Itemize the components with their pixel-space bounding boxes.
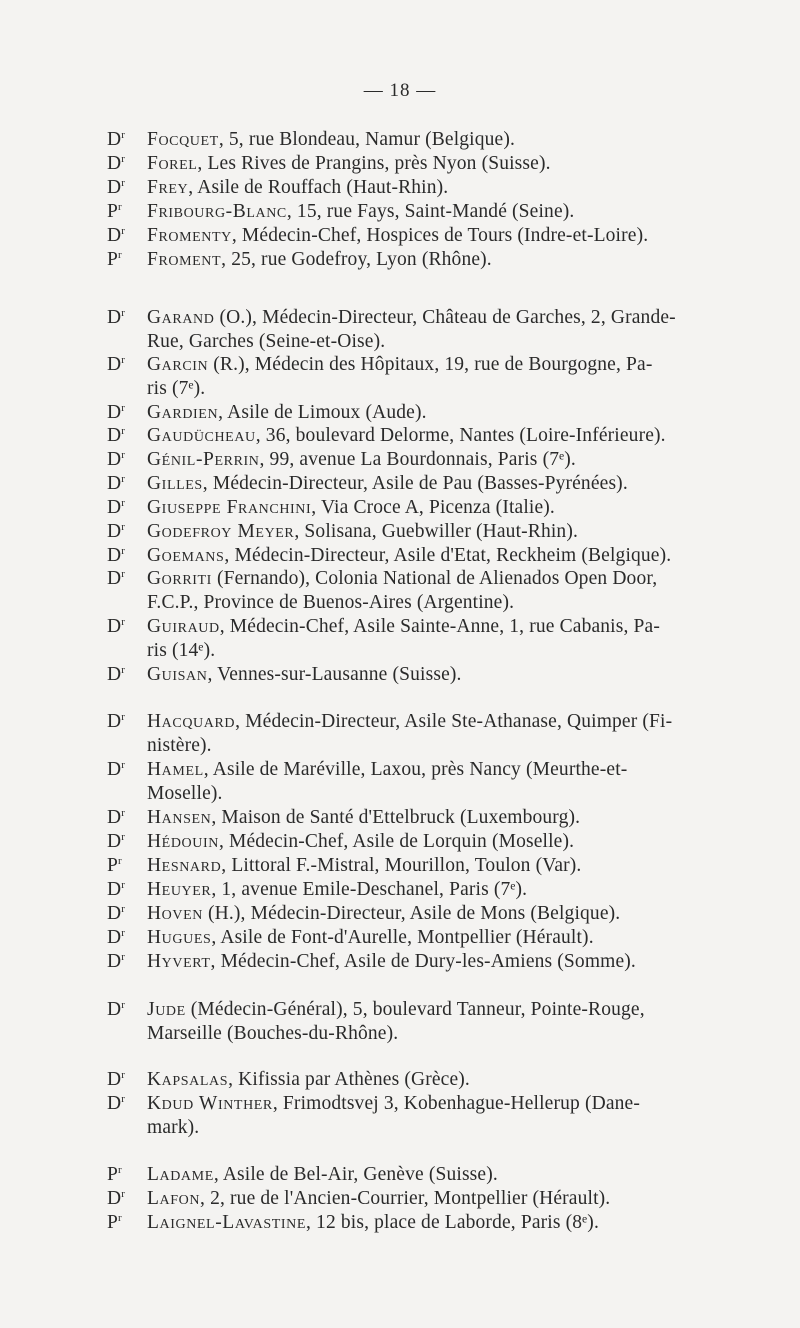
directory-entry [107, 659, 747, 687]
entry-continuation: ris (7ᵉ). [147, 377, 206, 399]
page-number: — 18 — [363, 80, 437, 101]
entry-title: $D^r$ [107, 521, 126, 542]
directory-entry [107, 1088, 747, 1139]
entry-title: $D^r$ [107, 153, 126, 174]
entry-title: $D^r$ [107, 177, 126, 198]
entry-title: $D^r$ [107, 807, 126, 828]
entry-address: (Médecin-Général), 5, boulevard Tanneur, Pointe-Rouge, [185, 999, 645, 1020]
entry-name: Lafon [147, 1188, 201, 1209]
entry-title: $D^r$ [107, 307, 126, 328]
entry-title: $D^r$ [107, 879, 126, 900]
entry-name: Kdud Winther [147, 1093, 273, 1114]
entry-name: Fromenty [147, 225, 232, 246]
entry-address: , Via Croce A, Picenza (Italie). [311, 497, 555, 518]
directory-entry [107, 302, 747, 353]
entry-address: , Médecin-Directeur, Asile de Pau (Basses-Pyrénées). [202, 473, 628, 494]
entry-address: , Médecin-Chef, Asile Sainte-Anne, 1, rue Cabanis, Pa- [219, 616, 660, 637]
entry-name: Laignel-Lavastine [147, 1212, 306, 1233]
entry-address: , Littoral F.-Mistral, Mourillon, Toulon (Var). [221, 855, 582, 876]
entry-title: $D^r$ [107, 1188, 126, 1209]
entry-continuation: ris (14ᵉ). [147, 639, 216, 661]
entry-name: Godefroy Meyer [147, 521, 295, 542]
entry-name: Froment [147, 249, 222, 270]
entry-name: Heuyer [147, 879, 212, 900]
entry-name: Forel [147, 153, 198, 174]
entry-first-line [107, 611, 747, 639]
entry-name: Hamel [147, 759, 204, 780]
entry-address: , 12 bis, place de Laborde, Paris (8ᵉ). [306, 1212, 599, 1233]
entry-name: Gaudücheau [147, 425, 256, 446]
entry-continuation: F.C.P., Province de Buenos-Aires (Argentine). [147, 591, 515, 613]
entry-title: $P^r$ [107, 201, 122, 222]
entry-address: , Asile de Font-d'Aurelle, Montpellier (Hérault). [211, 927, 594, 948]
entry-name: Garcin [147, 354, 209, 375]
entry-title: $P^r$ [107, 1164, 122, 1185]
directory-entry [107, 706, 747, 757]
entry-continuation: nistère). [147, 734, 212, 756]
entry-name: Hédouin [147, 831, 219, 852]
entry-first-line [107, 563, 747, 591]
entry-address: , Asile de Bel-Air, Genève (Suisse). [213, 1164, 498, 1185]
entry-title: $P^r$ [107, 855, 122, 876]
entry-title: $D^r$ [107, 568, 126, 589]
entry-title: $D^r$ [107, 664, 126, 685]
entry-address: , Asile de Limoux (Aude). [218, 402, 427, 423]
entry-address: , 2, rue de l'Ancien-Courrier, Montpellier (Hérault). [200, 1188, 611, 1209]
entry-title: $P^r$ [107, 1212, 122, 1233]
entry-address: , 25, rue Godefroy, Lyon (Rhône). [221, 249, 492, 270]
entry-title: $D^r$ [107, 927, 126, 948]
entry-address: , 36, boulevard Delorme, Nantes (Loire-Inférieure). [255, 425, 666, 446]
entry-address: , Médecin-Directeur, Asile Ste-Athanase, Quimper (Fi- [235, 711, 673, 732]
entry-name: Hoven [147, 903, 203, 924]
entry-title: $D^r$ [107, 545, 126, 566]
entry-name: Gilles [147, 473, 203, 494]
directory-entry [107, 563, 747, 614]
entry-title: $D^r$ [107, 999, 126, 1020]
entry-title: $D^r$ [107, 497, 126, 518]
directory-entry [107, 244, 747, 272]
entry-title: $P^r$ [107, 249, 122, 270]
entry-first-line [107, 994, 747, 1022]
entry-first-line [107, 659, 747, 687]
entry-first-line [107, 946, 747, 974]
entry-address: (Fernando), Colonia National de Alienados Open Door, [211, 568, 658, 589]
entry-name: Hacquard [147, 711, 236, 732]
entry-title: $D^r$ [107, 616, 126, 637]
entry-first-line [107, 754, 747, 782]
entry-address: , Frimodtsvej 3, Kobenhague-Hellerup (Dane- [272, 1093, 640, 1114]
entry-address: , Solisana, Guebwiller (Haut-Rhin). [294, 521, 578, 542]
entry-first-line [107, 1088, 747, 1116]
entry-address: , Maison de Santé d'Ettelbruck (Luxembourg). [211, 807, 581, 828]
entry-name: Hyvert [147, 951, 211, 972]
directory-entry [107, 1207, 747, 1235]
entry-title: $D^r$ [107, 225, 126, 246]
entry-name: Hansen [147, 807, 212, 828]
entry-address: , Médecin-Chef, Hospices de Tours (Indre-et-Loire). [231, 225, 649, 246]
entry-address: , 15, rue Fays, Saint-Mandé (Seine). [286, 201, 575, 222]
entry-address: , 99, avenue La Bourdonnais, Paris (7ᵉ). [259, 449, 576, 470]
entry-title: $D^r$ [107, 1069, 126, 1090]
entry-name: Giuseppe Franchini [147, 497, 312, 518]
entry-address: , Vennes-sur-Lausanne (Suisse). [207, 664, 462, 685]
entry-title: $D^r$ [107, 711, 126, 732]
entry-address: , 5, rue Blondeau, Namur (Belgique). [218, 129, 516, 150]
entry-name: Goemans [147, 545, 225, 566]
entry-name: Hugues [147, 927, 212, 948]
entry-name: Hesnard [147, 855, 222, 876]
entry-title: $D^r$ [107, 129, 126, 150]
entry-name: Gardien [147, 402, 219, 423]
entry-address: , Asile de Maréville, Laxou, près Nancy (Meurthe-et- [203, 759, 628, 780]
entry-first-line [107, 349, 747, 377]
entry-name: Kapsalas [147, 1069, 229, 1090]
entry-first-line [107, 1207, 747, 1235]
entry-address: , Kifissia par Athènes (Grèce). [228, 1069, 470, 1090]
entry-name: Garand [147, 307, 215, 328]
entry-name: Guisan [147, 664, 208, 685]
entry-name: Fribourg-Blanc [147, 201, 287, 222]
entry-name: Jude [147, 999, 186, 1020]
entry-name: Focquet [147, 129, 219, 150]
entry-address: (H.), Médecin-Directeur, Asile de Mons (Belgique). [202, 903, 621, 924]
entry-name: Guiraud [147, 616, 220, 637]
entry-name: Frey [147, 177, 189, 198]
entry-title: $D^r$ [107, 425, 126, 446]
entry-address: , Médecin-Chef, Asile de Lorquin (Moselle). [218, 831, 575, 852]
entry-address: , 1, avenue Emile-Deschanel, Paris (7ᵉ). [211, 879, 528, 900]
directory-entry [107, 349, 747, 400]
entry-continuation: mark). [147, 1116, 200, 1138]
entry-name: Génil-Perrin [147, 449, 260, 470]
entry-title: $D^r$ [107, 903, 126, 924]
entry-title: $D^r$ [107, 831, 126, 852]
directory-entry [107, 754, 747, 805]
directory-entry [107, 994, 747, 1045]
entry-title: $D^r$ [107, 1093, 126, 1114]
entry-continuation: Marseille (Bouches-du-Rhône). [147, 1022, 399, 1044]
entry-address: , Les Rives de Prangins, près Nyon (Suisse). [197, 153, 551, 174]
entry-first-line [107, 244, 747, 272]
entry-first-line [107, 302, 747, 330]
entry-title: $D^r$ [107, 402, 126, 423]
directory-entry [107, 611, 747, 662]
entry-title: $D^r$ [107, 759, 126, 780]
entry-address: , Médecin-Directeur, Asile d'Etat, Reckheim (Belgique). [224, 545, 672, 566]
entry-title: $D^r$ [107, 473, 126, 494]
entry-address: , Médecin-Chef, Asile de Dury-les-Amiens (Somme). [210, 951, 636, 972]
entry-continuation: Rue, Garches (Seine-et-Oise). [147, 330, 386, 352]
entry-title: $D^r$ [107, 951, 126, 972]
directory-entry [107, 946, 747, 974]
entry-address: (R.), Médecin des Hôpitaux, 19, rue de Bourgogne, Pa- [208, 354, 653, 375]
entry-name: Ladame [147, 1164, 214, 1185]
entry-first-line [107, 706, 747, 734]
entry-address: (O.), Médecin-Directeur, Château de Garches, 2, Grande- [214, 307, 676, 328]
entry-name: Gorriti [147, 568, 212, 589]
entry-title: $D^r$ [107, 354, 126, 375]
entry-continuation: Moselle). [147, 782, 223, 804]
entry-title: $D^r$ [107, 449, 126, 470]
entry-address: , Asile de Rouffach (Haut-Rhin). [188, 177, 449, 198]
